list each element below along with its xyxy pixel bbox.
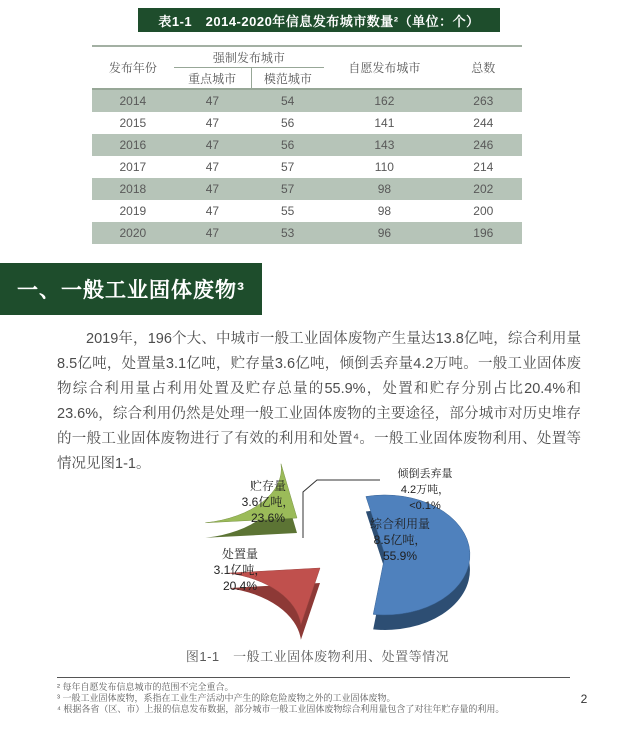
footnotes — [57, 682, 557, 715]
table-cell: 244 — [445, 112, 522, 134]
col-header-key-cities: 重点城市 — [174, 68, 251, 90]
pie-label-dumped-name: 倾倒丢弃量 — [397, 468, 453, 480]
pie-label-storage — [218, 478, 318, 526]
table-cell: 98 — [324, 200, 444, 222]
pie-label-utilization-amount: 8.5亿吨， — [373, 533, 427, 547]
table-row — [92, 112, 522, 134]
table-cell: 47 — [174, 89, 251, 112]
table-row — [92, 178, 522, 200]
table-cell: 53 — [251, 222, 324, 244]
table-cell: 141 — [324, 112, 444, 134]
pie-label-disposal — [190, 546, 290, 594]
table-cell: 57 — [251, 156, 324, 178]
table-cell: 56 — [251, 134, 324, 156]
table-cell: 263 — [445, 89, 522, 112]
col-header-model-cities: 模范城市 — [251, 68, 324, 90]
table-cell: 55 — [251, 200, 324, 222]
footnote-divider — [57, 677, 570, 678]
body-paragraph: 2019年，196个大、中城市一般工业固体废物产生量达13.8亿吨，综合利用量8.5亿吨，处置量3.1亿吨，贮存量3.6亿吨，倾倒丢弃量4.2万吨。一般工业固体废物综合利用量占利用处置及贮存总量的55.9%，处置和贮存分别占比20.4%和23.6%，综合利用仍然是处理一般工业固体废物的主要途径，部分城市对历史堆存的一般工业固体废物进行了有效的利用和处置⁴。一般工业固体废物利用、处置等情况见图1-1。 — [57, 331, 581, 472]
table-cell: 162 — [324, 89, 444, 112]
table-header — [92, 46, 522, 89]
table-cell: 47 — [174, 134, 251, 156]
table-title: 表1-1 2014-2020年信息发布城市数量²（单位：个） — [138, 8, 500, 32]
table-cell: 2014 — [92, 89, 174, 112]
table-body — [92, 89, 522, 244]
col-header-voluntary: 自愿发布城市 — [324, 46, 444, 89]
table-row — [92, 134, 522, 156]
pie-label-utilization — [345, 516, 455, 564]
table-cell: 2017 — [92, 156, 174, 178]
table-cell: 200 — [445, 200, 522, 222]
figure-caption: 图1-1 一般工业固体废物利用、处置等情况 — [185, 649, 450, 664]
pie-label-dumped-amount: 4.2万吨， — [400, 484, 450, 496]
table-cell: 2019 — [92, 200, 174, 222]
footnote-3: ³ 一般工业固体废物，系指在工业生产活动中产生的除危险废物之外的工业固体废物。 — [57, 693, 396, 703]
table-cell: 47 — [174, 112, 251, 134]
pie-label-utilization-name: 综合利用量 — [369, 517, 430, 531]
pie-label-storage-amount: 3.6亿吨， — [241, 495, 295, 509]
table-row — [92, 200, 522, 222]
pie-label-disposal-percent: 20.4% — [222, 579, 258, 593]
table-cell: 196 — [445, 222, 522, 244]
table-cell: 202 — [445, 178, 522, 200]
table-cell: 98 — [324, 178, 444, 200]
table-cell: 47 — [174, 178, 251, 200]
pie-label-utilization-percent: 55.9% — [382, 549, 418, 563]
pie-label-dumped-percent: <0.1% — [409, 500, 441, 512]
page-number: 2 — [580, 692, 588, 706]
table-row — [92, 222, 522, 244]
table-cell: 47 — [174, 222, 251, 244]
col-header-total: 总数 — [445, 46, 522, 89]
table-cell: 110 — [324, 156, 444, 178]
table-cell: 56 — [251, 112, 324, 134]
info-city-table — [92, 45, 522, 244]
table-cell: 2020 — [92, 222, 174, 244]
col-header-year: 发布年份 — [92, 46, 174, 89]
table-cell: 2015 — [92, 112, 174, 134]
pie-label-disposal-amount: 3.1亿吨， — [213, 563, 267, 577]
table-cell: 54 — [251, 89, 324, 112]
pie-label-storage-percent: 23.6% — [250, 511, 286, 525]
table-cell: 47 — [174, 200, 251, 222]
section-heading: 一、一般工业固体废物³ — [0, 263, 262, 315]
table-cell: 214 — [445, 156, 522, 178]
pie-chart-figure — [145, 458, 505, 648]
footnote-2: ² 每年自愿发布信息城市的范围不完全重合。 — [57, 682, 234, 692]
table-cell: 2018 — [92, 178, 174, 200]
table-cell: 57 — [251, 178, 324, 200]
table-cell: 47 — [174, 156, 251, 178]
table-cell: 143 — [324, 134, 444, 156]
pie-label-storage-name: 贮存量 — [249, 479, 286, 493]
table-cell: 246 — [445, 134, 522, 156]
table-row — [92, 89, 522, 112]
pie-label-dumped — [370, 466, 480, 514]
table-row — [92, 156, 522, 178]
pie-label-disposal-name: 处置量 — [221, 547, 258, 561]
table-cell: 2016 — [92, 134, 174, 156]
col-header-mandatory: 强制发布城市 — [174, 46, 324, 68]
table-cell: 96 — [324, 222, 444, 244]
footnote-4: ⁴ 根据各省（区、市）上报的信息发布数据，部分城市一般工业固体废物综合利用量包含了对往年贮存量的利用。 — [57, 704, 505, 714]
